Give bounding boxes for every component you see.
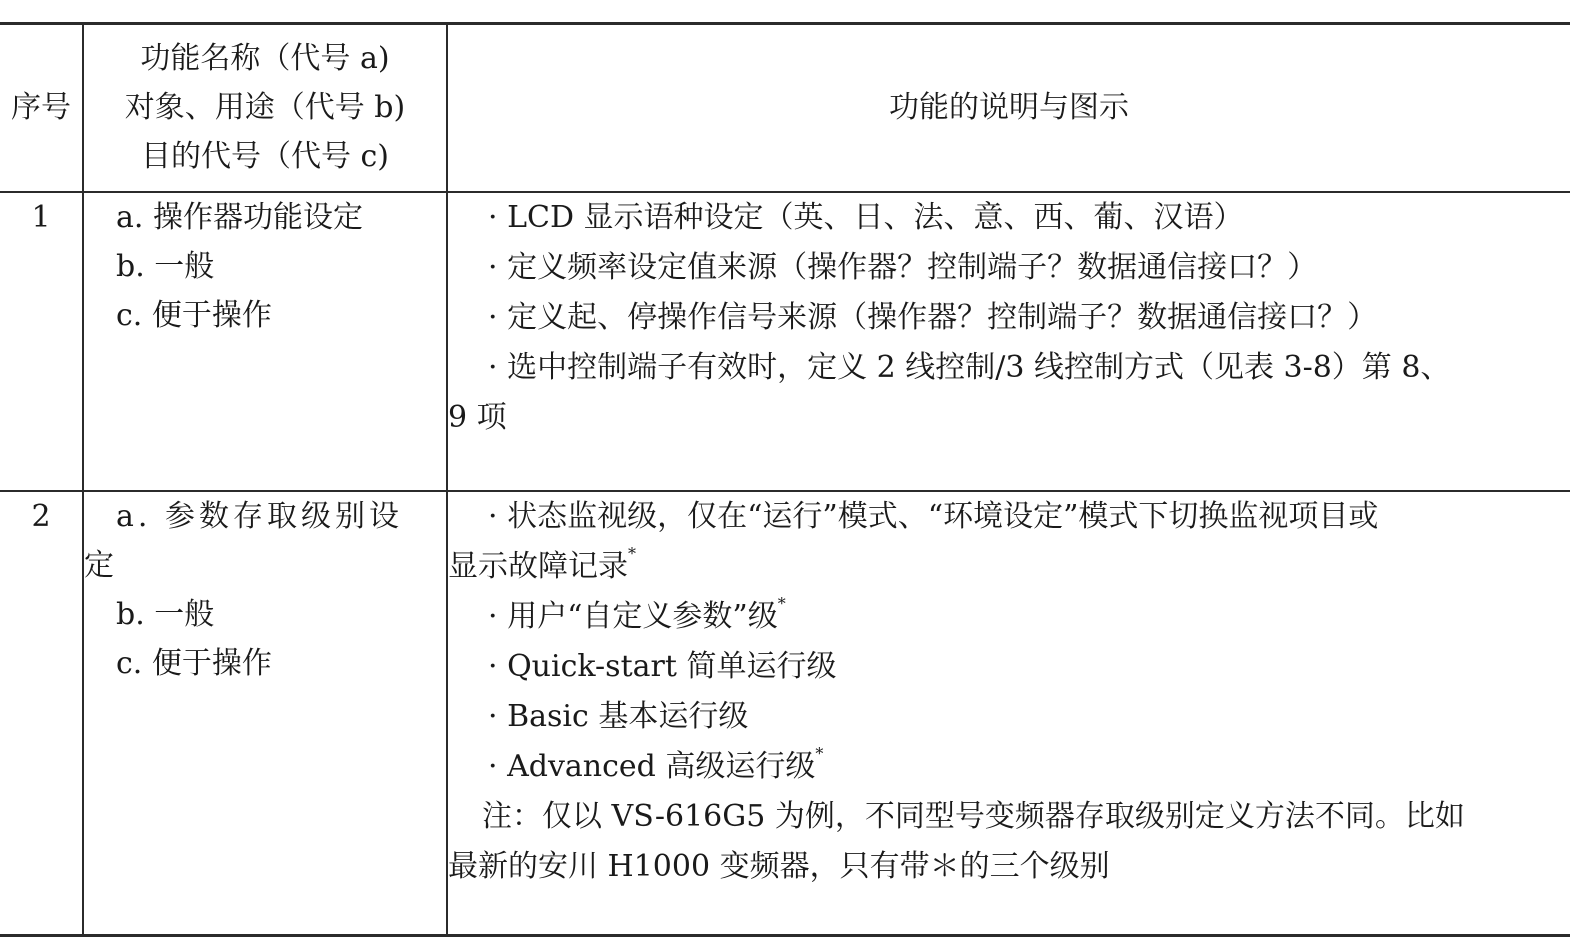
header-name (83, 24, 447, 192)
function-table (0, 22, 1570, 937)
name-line-function: a. 参数存取级别设 (116, 498, 403, 534)
asterisk-mark: * (628, 543, 636, 563)
table-caption-fragment (0, 0, 1570, 6)
desc-note-continuation: 最新的安川 H1000 变频器，只有带＊的三个级别 (448, 848, 1110, 884)
header-name-line: 目的代号（代号 c) (140, 139, 390, 175)
desc-continuation (448, 542, 1570, 592)
desc-text: · 用户“自定义参数”级 (488, 598, 778, 634)
desc-bullet (448, 592, 1570, 642)
desc-continuation: 9 项 (448, 399, 507, 435)
desc-bullet: · Basic 基本运行级 (488, 698, 749, 734)
name-line-function: a. 操作器功能设定 (116, 199, 363, 235)
header-name-line: 对象、用途（代号 b) (124, 90, 406, 126)
asterisk-mark: * (815, 743, 824, 763)
name-line-purpose: c. 便于操作 (116, 645, 272, 681)
asterisk-mark: * (777, 593, 786, 613)
desc-bullet: · LCD 显示语种设定（英、日、法、意、西、葡、汉语） (488, 199, 1244, 235)
desc-bullet: · 定义起、停操作信号来源（操作器？控制端子？数据通信接口？） (488, 299, 1378, 335)
row-description (447, 491, 1570, 936)
row-name (83, 192, 447, 491)
desc-text: · Advanced 高级运行级 (488, 748, 816, 784)
table-row (0, 491, 1570, 936)
header-desc: 功能的说明与图示 (447, 24, 1570, 192)
name-line-purpose: c. 便于操作 (116, 297, 272, 333)
desc-text: 显示故障记录 (448, 548, 628, 584)
desc-bullet (448, 742, 1570, 792)
name-line-function-wrap: 定 (84, 547, 114, 583)
row-seq: 2 (0, 491, 83, 936)
desc-bullet: · Quick-start 简单运行级 (488, 648, 837, 684)
name-line-object: b. 一般 (116, 248, 215, 284)
name-line-object: b. 一般 (116, 596, 215, 632)
row-seq: 1 (0, 192, 83, 491)
table-header-row (0, 24, 1570, 192)
desc-note: 注：仅以 VS-616G5 为例，不同型号变频器存取级别定义方法不同。比如 (482, 798, 1465, 834)
header-seq: 序号 (0, 24, 83, 192)
desc-bullet: · 定义频率设定值来源（操作器？控制端子？数据通信接口？） (488, 249, 1318, 285)
header-name-line: 功能名称（代号 a) (140, 41, 390, 77)
row-description (447, 192, 1570, 491)
desc-bullet: · 选中控制端子有效时，定义 2 线控制/3 线控制方式（见表 3-8）第 8、 (488, 349, 1451, 385)
row-name (83, 491, 447, 936)
desc-bullet: · 状态监视级，仅在“运行”模式、“环境设定”模式下切换监视项目或 (488, 498, 1379, 534)
table-row (0, 192, 1570, 491)
